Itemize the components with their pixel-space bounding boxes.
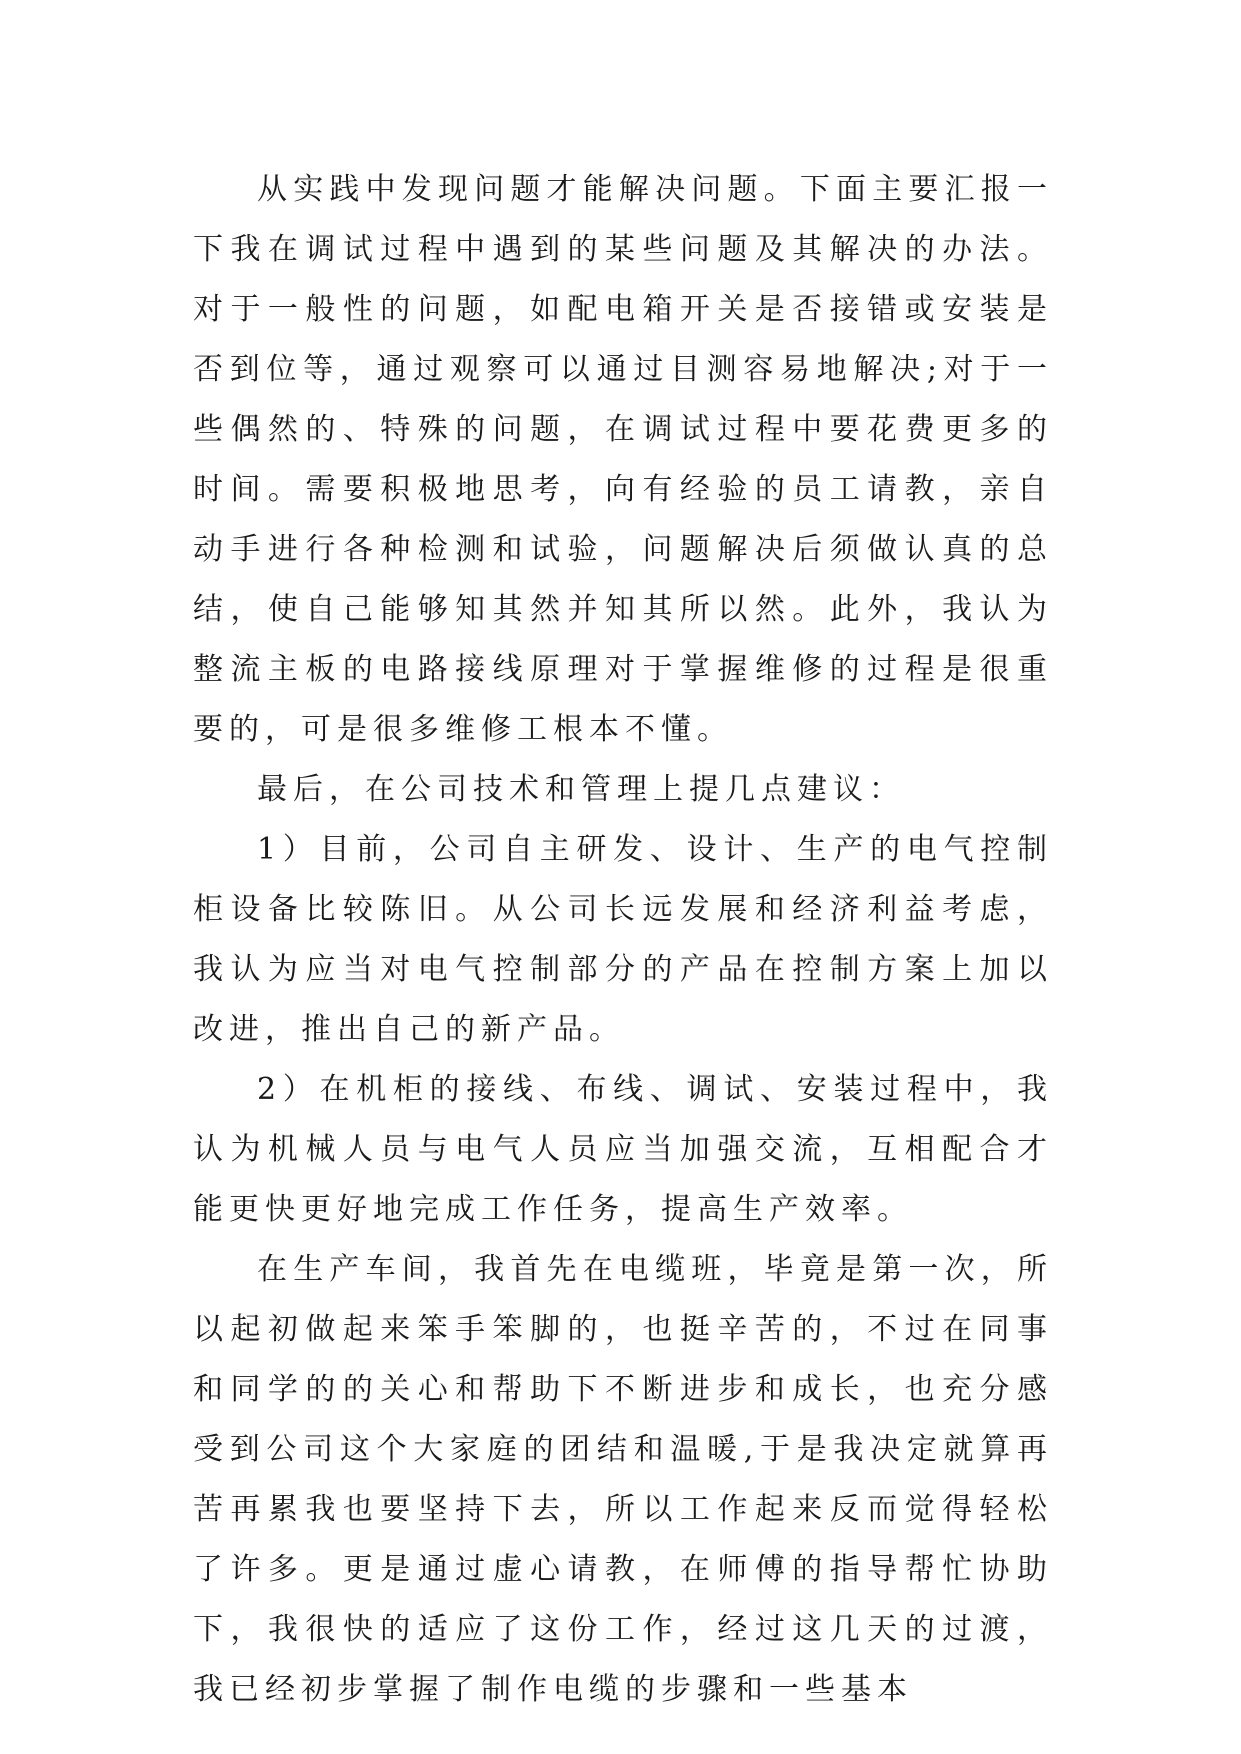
document-body [193,160,1053,1720]
paragraph-workshop-experience: 在生产车间，我首先在电缆班，毕竟是第一次，所以起初做起来笨手笨脚的，也挺辛苦的，不过在同事和同学的的关心和帮助下不断进步和成长，也充分感受到公司这个大家庭的团结和温暖,于是我决定就算再苦再累我也要坚持下去，所以工作起来反而觉得轻松了许多。更是通过虚心请教，在师傅的指导帮忙协助下，我很快的适应了这份工作，经过这几天的过渡，我已经初步掌握了制作电缆的步骤和一些基本 [193,1252,1053,1707]
paragraph-suggestion-2: 2）在机柜的接线、布线、调试、安装过程中，我认为机械人员与电气人员应当加强交流，互相配合才能更快更好地完成工作任务，提高生产效率。 [193,1072,1053,1227]
paragraph-suggestions-intro: 最后，在公司技术和管理上提几点建议： [257,772,905,807]
paragraph-suggestion-1: 1）目前，公司自主研发、设计、生产的电气控制柜设备比较陈旧。从公司长远发展和经济利益考虑，我认为应当对电气控制部分的产品在控制方案上加以改进，推出自己的新产品。 [193,832,1053,1047]
paragraph-troubleshooting: 从实践中发现问题才能解决问题。下面主要汇报一下我在调试过程中遇到的某些问题及其解决的办法。对于一般性的问题，如配电箱开关是否接错或安装是否到位等，通过观察可以通过目测容易地解决;对于一些偶然的、特殊的问题，在调试过程中要花费更多的时间。需要积极地思考，向有经验的员工请教，亲自动手进行各种检测和试验，问题解决后须做认真的总结，使自己能够知其然并知其所以然。此外，我认为整流主板的电路接线原理对于掌握维修的过程是很重要的，可是很多维修工根本不懂。 [193,172,1053,747]
